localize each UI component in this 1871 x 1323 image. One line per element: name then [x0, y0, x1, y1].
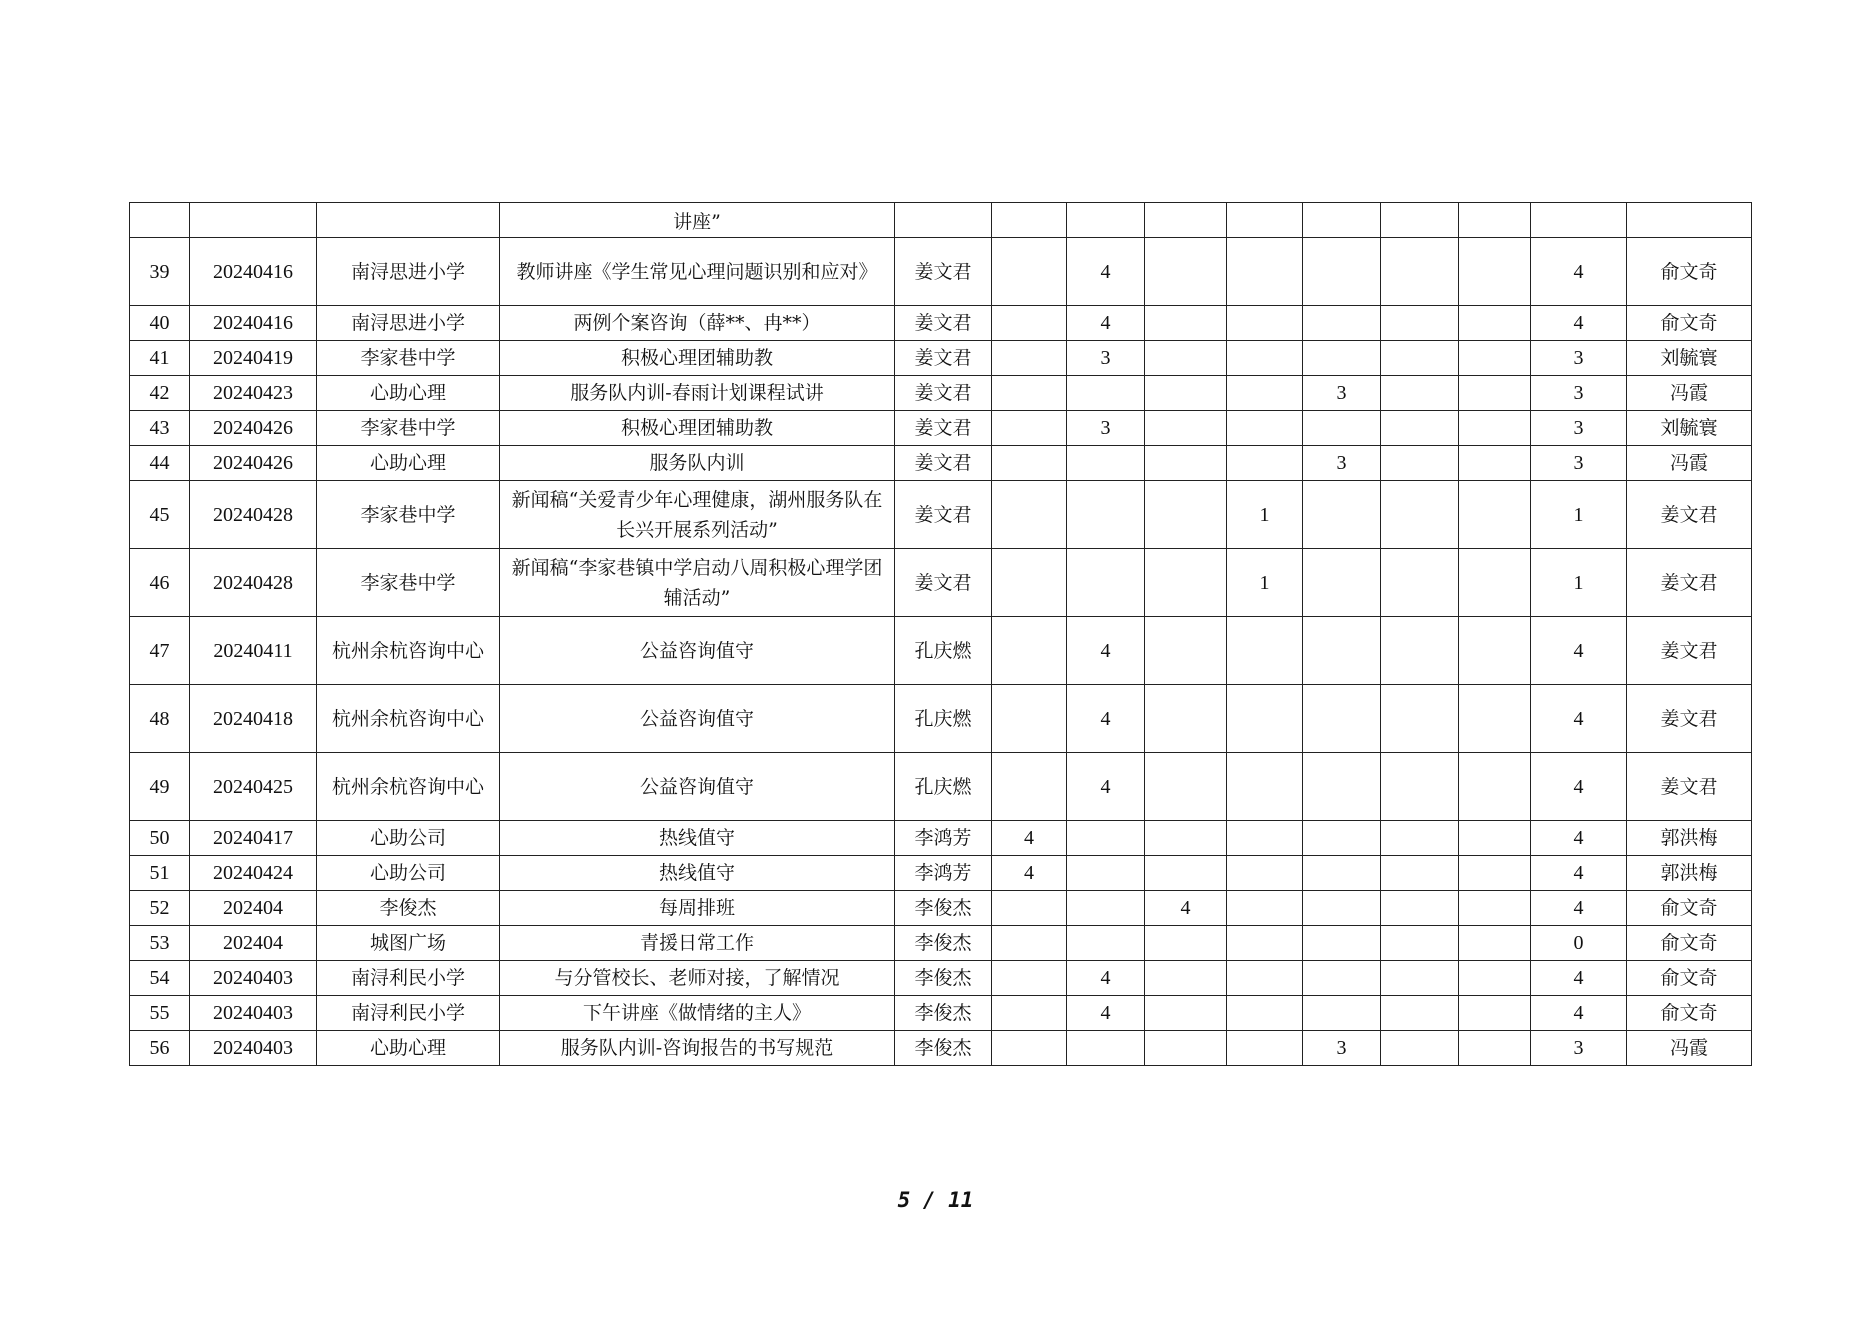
date-cell: 20240403: [190, 1031, 317, 1066]
shift-hours-cell: [1145, 1031, 1227, 1066]
place-cell: 李家巷中学: [317, 411, 500, 446]
shift-hours-cell: [1145, 617, 1227, 685]
date-cell: 20240416: [190, 238, 317, 306]
hotline-hours-cell: [992, 411, 1067, 446]
volunteer-cell: 孔庆燃: [895, 617, 992, 685]
volunteer-cell: 李俊杰: [895, 996, 992, 1031]
shift-hours-cell: [1145, 856, 1227, 891]
extra-hours-cell: [1459, 549, 1531, 617]
total-hours-cell: 3: [1531, 411, 1627, 446]
training-hours-cell: [1303, 961, 1381, 996]
total-hours-cell: 4: [1531, 685, 1627, 753]
verifier-cell: 姜文君: [1627, 481, 1752, 549]
table-row: [130, 411, 1752, 446]
volunteer-cell: 李俊杰: [895, 1031, 992, 1066]
hotline-hours-cell: [992, 549, 1067, 617]
page-number: 5 / 11: [897, 1188, 974, 1212]
date-cell: 20240426: [190, 446, 317, 481]
table-row: [130, 753, 1752, 821]
shift-hours-cell: [1145, 549, 1227, 617]
table-row: [130, 481, 1752, 549]
date-cell: 202404: [190, 926, 317, 961]
date-cell: 20240423: [190, 376, 317, 411]
place-cell: 南浔利民小学: [317, 961, 500, 996]
verifier-cell: 俞文奇: [1627, 306, 1752, 341]
table-row: [130, 961, 1752, 996]
school-hours-cell: 4: [1067, 961, 1145, 996]
hotline-hours-cell: [992, 306, 1067, 341]
place-cell: 心助心理: [317, 376, 500, 411]
place-cell: 杭州余杭咨询中心: [317, 685, 500, 753]
total-hours-cell: 3: [1531, 341, 1627, 376]
shift-hours-cell: [1145, 821, 1227, 856]
row-number-cell: 45: [130, 481, 190, 549]
other-hours-cell: [1381, 961, 1459, 996]
total-hours-cell: 4: [1531, 617, 1627, 685]
news-hours-cell: 1: [1227, 481, 1303, 549]
volunteer-cell: 姜文君: [895, 238, 992, 306]
verifier-cell: 俞文奇: [1627, 238, 1752, 306]
other-hours-cell: [1381, 481, 1459, 549]
training-hours-cell: 3: [1303, 376, 1381, 411]
extra-hours-cell: [1459, 685, 1531, 753]
place-cell: 南浔思进小学: [317, 306, 500, 341]
verifier-cell: 姜文君: [1627, 617, 1752, 685]
activity-cell: 公益咨询值守: [500, 617, 895, 685]
news-hours-cell: [1227, 376, 1303, 411]
school-hours-cell: 4: [1067, 617, 1145, 685]
hotline-hours-cell: [992, 481, 1067, 549]
verifier-cell: 姜文君: [1627, 549, 1752, 617]
verifier-cell: 俞文奇: [1627, 996, 1752, 1031]
school-hours-cell: 4: [1067, 685, 1145, 753]
volunteer-cell: 李俊杰: [895, 891, 992, 926]
table-row: [130, 685, 1752, 753]
total-hours-cell: 0: [1531, 926, 1627, 961]
verifier-cell: 郭洪梅: [1627, 821, 1752, 856]
activity-cell: 公益咨询值守: [500, 685, 895, 753]
extra-hours-cell: [1459, 891, 1531, 926]
school-hours-cell: [1067, 856, 1145, 891]
total-hours-cell: 3: [1531, 446, 1627, 481]
date-cell: 20240425: [190, 753, 317, 821]
extra-hours-cell: [1459, 238, 1531, 306]
row-number-cell: 47: [130, 617, 190, 685]
row-number-cell: 51: [130, 856, 190, 891]
hotline-hours-cell: [992, 685, 1067, 753]
other-hours-cell: [1381, 238, 1459, 306]
volunteer-cell: 李俊杰: [895, 961, 992, 996]
news-hours-cell: [1227, 821, 1303, 856]
other-hours-cell: [1381, 411, 1459, 446]
place-cell: 李家巷中学: [317, 549, 500, 617]
training-hours-cell: 3: [1303, 1031, 1381, 1066]
volunteer-cell: 姜文君: [895, 306, 992, 341]
shift-hours-cell: [1145, 411, 1227, 446]
shift-hours-cell: [1145, 341, 1227, 376]
shift-hours-cell: [1145, 376, 1227, 411]
activity-cell: 青援日常工作: [500, 926, 895, 961]
volunteer-cell: 李鸿芳: [895, 856, 992, 891]
extra-hours-cell: [1459, 411, 1531, 446]
extra-hours-cell: [1459, 446, 1531, 481]
news-hours-cell: [1227, 238, 1303, 306]
place-cell: 心助心理: [317, 446, 500, 481]
news-hours-cell: [1227, 856, 1303, 891]
extra-hours-cell: [1459, 306, 1531, 341]
place-cell: 心助公司: [317, 856, 500, 891]
hotline-hours-cell: 4: [992, 821, 1067, 856]
date-cell: 20240426: [190, 411, 317, 446]
hotline-hours-cell: [992, 617, 1067, 685]
volunteer-cell: 姜文君: [895, 341, 992, 376]
training-hours-cell: [1303, 926, 1381, 961]
school-hours-cell: [1067, 549, 1145, 617]
training-hours-cell: [1303, 996, 1381, 1031]
volunteer-cell: 孔庆燃: [895, 753, 992, 821]
total-hours-cell: 4: [1531, 891, 1627, 926]
total-hours-cell: 4: [1531, 306, 1627, 341]
extra-hours-cell: [1459, 856, 1531, 891]
volunteer-cell: 李俊杰: [895, 926, 992, 961]
place-cell: 杭州余杭咨询中心: [317, 617, 500, 685]
activity-cell: 积极心理团辅助教: [500, 411, 895, 446]
place-cell: 心助心理: [317, 1031, 500, 1066]
table-row: [130, 891, 1752, 926]
school-hours-cell: 4: [1067, 996, 1145, 1031]
hotline-hours-cell: [992, 376, 1067, 411]
date-cell: 20240428: [190, 549, 317, 617]
activity-cell: 每周排班: [500, 891, 895, 926]
training-hours-cell: [1303, 821, 1381, 856]
activity-cell: 新闻稿“李家巷镇中学启动八周积极心理学团辅活动”: [500, 549, 895, 617]
shift-hours-cell: [1145, 685, 1227, 753]
volunteer-cell: 姜文君: [895, 376, 992, 411]
shift-hours-cell: [1145, 306, 1227, 341]
row-number-cell: 39: [130, 238, 190, 306]
training-hours-cell: [1303, 856, 1381, 891]
school-hours-cell: 3: [1067, 411, 1145, 446]
news-hours-cell: [1227, 446, 1303, 481]
place-cell: 李家巷中学: [317, 341, 500, 376]
activity-cell: 积极心理团辅助教: [500, 341, 895, 376]
table-row: [130, 617, 1752, 685]
school-hours-cell: [1067, 1031, 1145, 1066]
news-hours-cell: [1227, 996, 1303, 1031]
shift-hours-cell: [1145, 753, 1227, 821]
news-hours-cell: [1227, 341, 1303, 376]
date-cell: 202404: [190, 891, 317, 926]
other-hours-cell: [1381, 685, 1459, 753]
date-cell: 20240428: [190, 481, 317, 549]
news-hours-cell: [1227, 1031, 1303, 1066]
extra-hours-cell: [1459, 376, 1531, 411]
extra-hours-cell: [1459, 481, 1531, 549]
activity-cell: 热线值守: [500, 821, 895, 856]
row-number-cell: 53: [130, 926, 190, 961]
row-number-cell: 40: [130, 306, 190, 341]
date-cell: 20240424: [190, 856, 317, 891]
total-hours-cell: 3: [1531, 1031, 1627, 1066]
table-row: [130, 238, 1752, 306]
shift-hours-cell: 4: [1145, 891, 1227, 926]
extra-hours-cell: [1459, 617, 1531, 685]
date-cell: 20240411: [190, 617, 317, 685]
table-row: [130, 996, 1752, 1031]
date-cell: 20240403: [190, 961, 317, 996]
training-hours-cell: [1303, 481, 1381, 549]
news-hours-cell: [1227, 753, 1303, 821]
activity-cell: 服务队内训-春雨计划课程试讲: [500, 376, 895, 411]
extra-hours-cell: [1459, 926, 1531, 961]
activity-cell: 与分管校长、老师对接，了解情况: [500, 961, 895, 996]
hotline-hours-cell: [992, 891, 1067, 926]
training-hours-cell: [1303, 341, 1381, 376]
training-hours-cell: [1303, 891, 1381, 926]
table-row-continued: [130, 203, 1752, 238]
news-hours-cell: 1: [1227, 549, 1303, 617]
other-hours-cell: [1381, 821, 1459, 856]
hotline-hours-cell: [992, 926, 1067, 961]
news-hours-cell: [1227, 306, 1303, 341]
school-hours-cell: 4: [1067, 306, 1145, 341]
extra-hours-cell: [1459, 1031, 1531, 1066]
activity-cell: 下午讲座《做情绪的主人》: [500, 996, 895, 1031]
verifier-cell: 姜文君: [1627, 685, 1752, 753]
shift-hours-cell: [1145, 446, 1227, 481]
row-number-cell: 50: [130, 821, 190, 856]
activity-cell: 公益咨询值守: [500, 753, 895, 821]
place-cell: 李俊杰: [317, 891, 500, 926]
volunteer-cell: 姜文君: [895, 411, 992, 446]
place-cell: 南浔利民小学: [317, 996, 500, 1031]
activity-cell: 服务队内训-咨询报告的书写规范: [500, 1031, 895, 1066]
date-cell: 20240419: [190, 341, 317, 376]
total-hours-cell: 4: [1531, 821, 1627, 856]
total-hours-cell: 1: [1531, 481, 1627, 549]
other-hours-cell: [1381, 891, 1459, 926]
hotline-hours-cell: [992, 961, 1067, 996]
other-hours-cell: [1381, 306, 1459, 341]
total-hours-cell: 1: [1531, 549, 1627, 617]
place-cell: 城图广场: [317, 926, 500, 961]
school-hours-cell: [1067, 376, 1145, 411]
training-hours-cell: [1303, 617, 1381, 685]
row-number-cell: 48: [130, 685, 190, 753]
news-hours-cell: [1227, 685, 1303, 753]
continued-item-cell: 讲座”: [500, 203, 895, 238]
row-number-cell: 41: [130, 341, 190, 376]
training-hours-cell: 3: [1303, 446, 1381, 481]
training-hours-cell: [1303, 238, 1381, 306]
total-hours-cell: 4: [1531, 961, 1627, 996]
shift-hours-cell: [1145, 926, 1227, 961]
row-number-cell: 49: [130, 753, 190, 821]
table-row: [130, 549, 1752, 617]
row-number-cell: 46: [130, 549, 190, 617]
table-row: [130, 306, 1752, 341]
verifier-cell: 冯霞: [1627, 376, 1752, 411]
hours-table: [129, 202, 1752, 1066]
training-hours-cell: [1303, 685, 1381, 753]
extra-hours-cell: [1459, 341, 1531, 376]
volunteer-cell: 姜文君: [895, 446, 992, 481]
activity-cell: 热线值守: [500, 856, 895, 891]
news-hours-cell: [1227, 961, 1303, 996]
table-row: [130, 446, 1752, 481]
table-row: [130, 1031, 1752, 1066]
volunteer-cell: 李鸿芳: [895, 821, 992, 856]
verifier-cell: 俞文奇: [1627, 891, 1752, 926]
volunteer-cell: 姜文君: [895, 549, 992, 617]
verifier-cell: 刘毓寰: [1627, 411, 1752, 446]
row-number-cell: 44: [130, 446, 190, 481]
activity-cell: 教师讲座《学生常见心理问题识别和应对》: [500, 238, 895, 306]
hotline-hours-cell: [992, 996, 1067, 1031]
place-cell: 心助公司: [317, 821, 500, 856]
activity-cell: 服务队内训: [500, 446, 895, 481]
training-hours-cell: [1303, 306, 1381, 341]
hotline-hours-cell: [992, 238, 1067, 306]
row-number-cell: 55: [130, 996, 190, 1031]
extra-hours-cell: [1459, 961, 1531, 996]
other-hours-cell: [1381, 996, 1459, 1031]
news-hours-cell: [1227, 926, 1303, 961]
other-hours-cell: [1381, 926, 1459, 961]
verifier-cell: 俞文奇: [1627, 961, 1752, 996]
school-hours-cell: [1067, 446, 1145, 481]
training-hours-cell: [1303, 549, 1381, 617]
news-hours-cell: [1227, 891, 1303, 926]
extra-hours-cell: [1459, 821, 1531, 856]
school-hours-cell: 4: [1067, 753, 1145, 821]
school-hours-cell: [1067, 891, 1145, 926]
school-hours-cell: 4: [1067, 238, 1145, 306]
place-cell: 李家巷中学: [317, 481, 500, 549]
other-hours-cell: [1381, 446, 1459, 481]
total-hours-cell: 4: [1531, 996, 1627, 1031]
total-hours-cell: 4: [1531, 238, 1627, 306]
other-hours-cell: [1381, 753, 1459, 821]
other-hours-cell: [1381, 1031, 1459, 1066]
verifier-cell: 俞文奇: [1627, 926, 1752, 961]
shift-hours-cell: [1145, 996, 1227, 1031]
hotline-hours-cell: [992, 1031, 1067, 1066]
shift-hours-cell: [1145, 238, 1227, 306]
shift-hours-cell: [1145, 961, 1227, 996]
table-row: [130, 341, 1752, 376]
row-number-cell: 56: [130, 1031, 190, 1066]
date-cell: 20240416: [190, 306, 317, 341]
extra-hours-cell: [1459, 996, 1531, 1031]
training-hours-cell: [1303, 411, 1381, 446]
total-hours-cell: 4: [1531, 856, 1627, 891]
total-hours-cell: 3: [1531, 376, 1627, 411]
school-hours-cell: 3: [1067, 341, 1145, 376]
news-hours-cell: [1227, 411, 1303, 446]
table-row: [130, 376, 1752, 411]
school-hours-cell: [1067, 926, 1145, 961]
volunteer-cell: 姜文君: [895, 481, 992, 549]
verifier-cell: 冯霞: [1627, 446, 1752, 481]
other-hours-cell: [1381, 549, 1459, 617]
row-number-cell: 43: [130, 411, 190, 446]
total-hours-cell: 4: [1531, 753, 1627, 821]
volunteer-cell: 孔庆燃: [895, 685, 992, 753]
other-hours-cell: [1381, 376, 1459, 411]
news-hours-cell: [1227, 617, 1303, 685]
training-hours-cell: [1303, 753, 1381, 821]
other-hours-cell: [1381, 341, 1459, 376]
verifier-cell: 姜文君: [1627, 753, 1752, 821]
activity-cell: 新闻稿“关爱青少年心理健康，湖州服务队在长兴开展系列活动”: [500, 481, 895, 549]
date-cell: 20240418: [190, 685, 317, 753]
row-number-cell: 52: [130, 891, 190, 926]
hotline-hours-cell: [992, 341, 1067, 376]
date-cell: 20240403: [190, 996, 317, 1031]
place-cell: 杭州余杭咨询中心: [317, 753, 500, 821]
other-hours-cell: [1381, 856, 1459, 891]
verifier-cell: 冯霞: [1627, 1031, 1752, 1066]
hotline-hours-cell: 4: [992, 856, 1067, 891]
school-hours-cell: [1067, 481, 1145, 549]
verifier-cell: 刘毓寰: [1627, 341, 1752, 376]
table-row: [130, 821, 1752, 856]
shift-hours-cell: [1145, 481, 1227, 549]
row-number-cell: 42: [130, 376, 190, 411]
verifier-cell: 郭洪梅: [1627, 856, 1752, 891]
activity-cell: 两例个案咨询（薛**、冉**）: [500, 306, 895, 341]
other-hours-cell: [1381, 617, 1459, 685]
school-hours-cell: [1067, 821, 1145, 856]
hotline-hours-cell: [992, 753, 1067, 821]
place-cell: 南浔思进小学: [317, 238, 500, 306]
table-row: [130, 926, 1752, 961]
table-row: [130, 856, 1752, 891]
date-cell: 20240417: [190, 821, 317, 856]
hotline-hours-cell: [992, 446, 1067, 481]
row-number-cell: 54: [130, 961, 190, 996]
extra-hours-cell: [1459, 753, 1531, 821]
